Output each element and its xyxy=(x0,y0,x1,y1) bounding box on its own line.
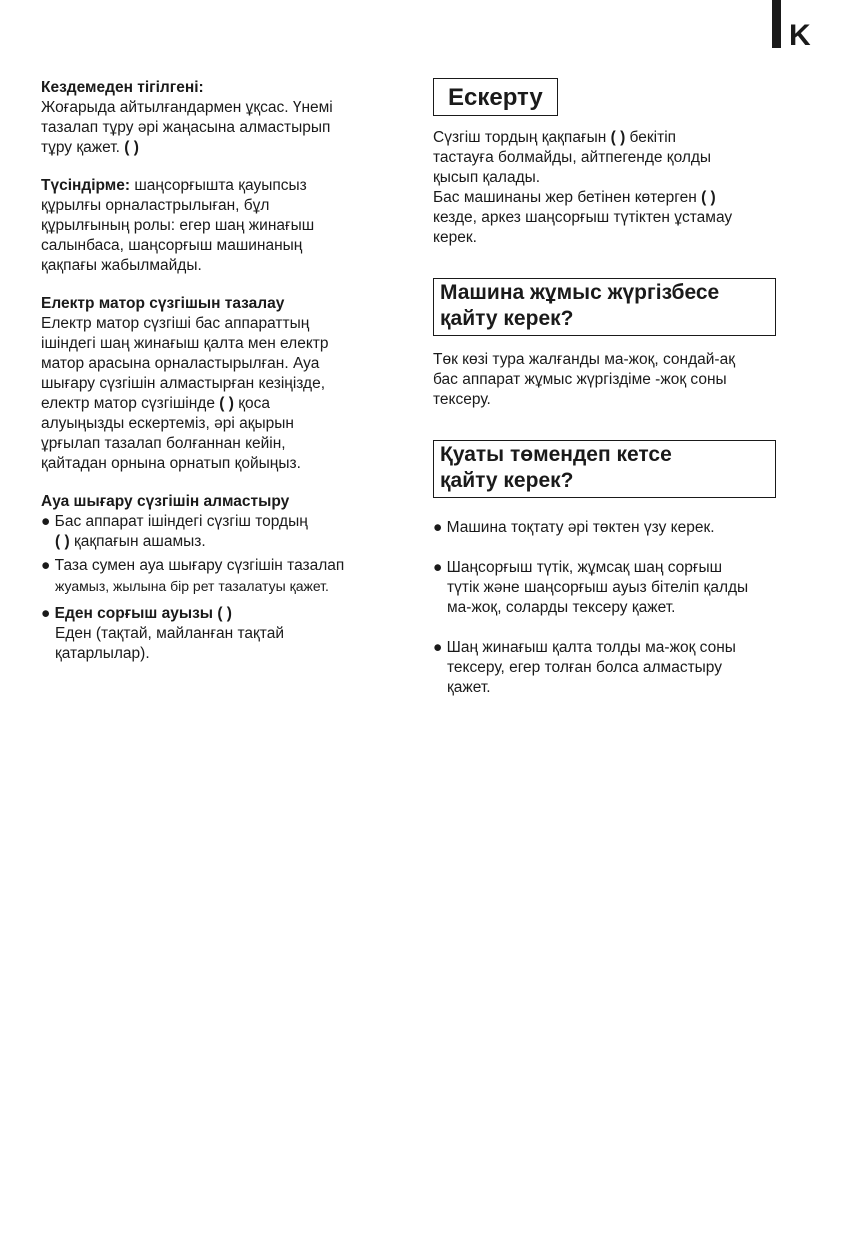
text-line: қажет. xyxy=(447,679,491,696)
left-column xyxy=(41,78,391,682)
text-line: шығару сүзгішін алмастырған кезіңізде, xyxy=(41,375,326,392)
list-item xyxy=(433,558,813,618)
warning-title: Ескерту xyxy=(433,78,558,116)
section-heading: Кездемеден тігілгені: xyxy=(41,79,204,96)
text-line: бас аппарат жұмыс жүргіздіме -жоқ соны xyxy=(433,371,727,388)
warning-title-box xyxy=(433,78,813,116)
text-line: салынбаса, шаңсорғыш машинаның xyxy=(41,237,303,254)
motor-filter-section xyxy=(41,294,391,474)
text-line: жуамыз, жылына бір рет тазалатуы қажет. xyxy=(55,578,329,594)
text-line: қатарлылар). xyxy=(55,645,150,662)
text-line xyxy=(41,138,391,158)
text-fragment: қақпағын ашамыз. xyxy=(69,533,206,550)
bullet-line: ● Шаңсорғыш түтік, жұмсақ шаң сорғыш xyxy=(433,559,723,576)
text-line xyxy=(433,128,813,148)
text-line: керек. xyxy=(433,229,477,246)
bullet-line: ● Таза сумен ауа шығару сүзгішін тазалап xyxy=(41,557,345,574)
text-line: тастауға болмайды, айтпегенде қолды xyxy=(433,149,712,166)
not-working-heading-box xyxy=(433,278,776,336)
box-heading-line: қайту керек? xyxy=(440,307,574,330)
section-heading: Електр матор сүзгішын тазалау xyxy=(41,295,285,312)
text-line xyxy=(41,394,391,414)
bullet-line: ● Шаң жинағыш қалта толды ма-жоқ соны xyxy=(433,639,736,656)
bullet-line: ● Машина тоқтату әрі төктен үзу керек. xyxy=(433,519,715,536)
text-fragment: бекітіп xyxy=(625,129,677,146)
text-line: тексеру, егер толған болса алмастыру xyxy=(447,659,723,676)
figure-ref: ( ) xyxy=(701,189,716,206)
figure-ref: ( ) xyxy=(124,139,139,156)
text-line: ма-жоқ, соларды тексеру қажет. xyxy=(447,599,676,616)
text-line: Електр матор сүзгіші бас аппараттың xyxy=(41,315,310,332)
text-line: қақпағы жабылмайды. xyxy=(41,257,202,274)
warning-section xyxy=(433,128,813,248)
bullet-heading: ● Еден сорғыш ауызы ( ) xyxy=(41,605,232,622)
text-line xyxy=(433,188,813,208)
text-fragment: Бас машинаны жер бетінен көтерген xyxy=(433,189,702,206)
box-heading-line: қайту керек? xyxy=(440,469,574,492)
text-line: тексеру. xyxy=(433,391,491,408)
page-marker-bar xyxy=(772,0,781,48)
text-fragment: қоса xyxy=(233,395,271,412)
text-fragment: електр матор сүзгішінде xyxy=(41,395,220,412)
explanation-label: Түсіндірме: xyxy=(41,177,131,194)
text-line: ішіндегі шаң жинағыш қалта мен електр xyxy=(41,335,329,352)
box-heading-line: Машина жұмыс жүргізбесе xyxy=(440,281,720,304)
text-line: ұрғылап тазалап болғаннан кейін, xyxy=(41,435,286,452)
figure-ref: ( ) xyxy=(219,395,234,412)
text-line: кезде, аркез шаңсорғыш түтіктен ұстамау xyxy=(433,209,733,226)
figure-ref: ( ) xyxy=(55,533,70,550)
explanation-section xyxy=(41,176,391,276)
text-fragment: тұру қажет. xyxy=(41,139,125,156)
figure-ref: ( ) xyxy=(610,129,626,146)
text-line: құрылғы орналастрылыған, бұл xyxy=(41,197,270,214)
text-line: тазалап тұру әрі жаңасына алмастырып xyxy=(41,119,331,136)
fabric-filter-section xyxy=(41,78,391,158)
box-heading-line: Қуаты төмендеп кетсе xyxy=(440,443,672,466)
text-line: Еден (тақтай, майланған тақтай xyxy=(55,625,285,642)
not-working-section xyxy=(433,350,813,410)
list-item xyxy=(433,638,813,698)
list-item xyxy=(433,518,813,538)
low-power-heading-box xyxy=(433,440,776,498)
low-power-bullets xyxy=(433,518,813,698)
exhaust-filter-section xyxy=(41,492,391,664)
text-line: құрылғының ролы: егер шаң жинағыш xyxy=(41,217,315,234)
text-line: Жоғарыда айтылғандармен ұқсас. Үнемі xyxy=(41,99,333,116)
text-line: Төк көзі тура жалғанды ма-жоқ, сондай-ақ xyxy=(433,351,736,368)
page-letter: K xyxy=(789,19,811,52)
text-fragment: шаңсорғышта қауыпсыз xyxy=(130,177,307,194)
right-column xyxy=(433,78,813,698)
text-line: қайтадан орнына орнатып қойыңыз. xyxy=(41,455,301,472)
section-heading: Ауа шығару сүзгішін алмастыру xyxy=(41,493,290,510)
text-line: алуыңызды ескертеміз, әрі ақырын xyxy=(41,415,294,432)
bullet-line: ● Бас аппарат ішіндегі сүзгіш тордың xyxy=(41,513,308,530)
text-line xyxy=(41,532,391,552)
text-line xyxy=(41,176,391,196)
text-line: матор арасына орналастырылған. Ауа xyxy=(41,355,320,372)
text-line: қысып қалады. xyxy=(433,169,541,186)
text-fragment: Сүзгіш тордың қақпағын xyxy=(433,129,611,146)
text-line: түтік және шаңсорғыш ауыз бітеліп қалды xyxy=(447,579,749,596)
